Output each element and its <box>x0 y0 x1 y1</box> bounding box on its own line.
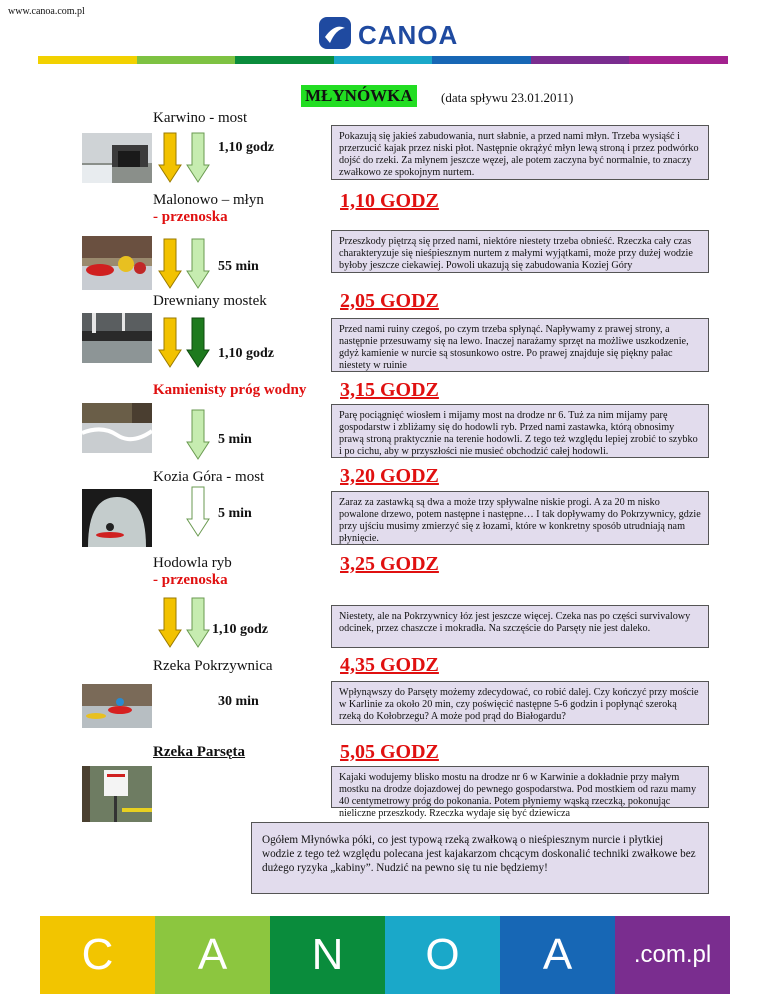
leg-description: Kajaki wodujemy blisko mostu na drodze nr 6 w Karwinie a dokładnie przy małym mostku na drodze dojazdowej do pewnego gospodarstwa. Pod mostkiem od razu mamy 40 centymetrowy próg do pokonania. Potem płyniemy wąską rzeczką, pokonując nieliczne przeszkody. Rzeczka wydaje się być dziewicza <box>331 766 709 808</box>
cumulative-time: 3,25 GODZ <box>340 553 439 575</box>
portage-note: - przenoska <box>153 209 228 225</box>
photo-start-sign <box>82 766 152 822</box>
leg-description: Zaraz za zastawką są dwa a może trzy spływalne niskie progi. A za 20 m nisko powalone drzewo, potem następne i następne… I tak dopływamy do Pokrzywnicy, gdzie przy ujściu musimy zmierzyć się z łozami, które w konkretny sposób utrudniają nam płynięcie. <box>331 491 709 545</box>
footer-letter: A <box>500 916 615 994</box>
leg-description: Niestety, ale na Pokrzywnicy łóz jest jeszcze więcej. Czeka nas po części survivalowy odcinek, przez chaszcze i mokradła. Na szczęście do Parsęty nie jest daleko. <box>331 605 709 648</box>
down-arrow-icon <box>186 487 210 537</box>
down-arrow-icon <box>186 133 210 183</box>
photo-wooden-footbridge <box>82 313 152 363</box>
color-segment <box>235 56 334 64</box>
cumulative-time: 4,35 GODZ <box>340 654 439 676</box>
leg-duration: 5 min <box>218 506 252 521</box>
canoa-logo-icon <box>318 16 352 50</box>
stop-name: Malonowo – młyn <box>153 192 264 208</box>
stop-name: Hodowla ryb <box>153 555 232 571</box>
brand-color-bar <box>38 56 728 64</box>
photo-kayak-under-bridge <box>82 489 152 547</box>
summary-box: Ogółem Młynówka póki, co jest typową rzeką zwałkową o nieśpiesznym nurcie i płytkiej wodzie z tego też względu polecana jest kajakarzom chcącym doskonalić techniki zwałkowe bez dużego ryzyka „kabiny”. Nudzić na pewno się tu nie będziemy! <box>251 822 709 894</box>
leg-duration: 55 min <box>218 259 259 274</box>
photo-paddlers-mill <box>82 236 152 290</box>
leg-duration: 1,10 godz <box>218 140 274 155</box>
down-arrow-icon <box>186 318 210 368</box>
stop-rzeka-parseta: Rzeka Parsęta <box>153 744 246 760</box>
photo-kayaks-river <box>82 684 152 728</box>
color-segment <box>137 56 236 64</box>
photo-stone-weir <box>82 403 152 453</box>
leg-duration: 1,10 godz <box>212 622 268 637</box>
trip-date: (data spływu 23.01.2011) <box>441 90 574 105</box>
down-arrow-icon <box>186 598 210 648</box>
leg-duration: 1,10 godz <box>218 346 274 361</box>
down-arrow-icon <box>186 239 210 289</box>
color-segment <box>629 56 728 64</box>
leg-description: Przeszkody piętrzą się przed nami, niektóre niestety trzeba obnieść. Rzeczka cały czas charakteryzuje się nieśpiesznym nurtem z małymi wyjątkami, może przy dużej wodzie byłoby jeszcze ciekawiej. Powoli ukazują się zabudowania Koziej Góry <box>331 230 709 273</box>
cumulative-time: 3,20 GODZ <box>340 465 439 487</box>
leg-duration: 5 min <box>218 432 252 447</box>
color-segment <box>432 56 531 64</box>
down-arrow-icon <box>158 598 182 648</box>
footer-letter: C <box>40 916 155 994</box>
logo-text: CANOA <box>358 20 459 50</box>
stop-hodowla-ryb <box>153 555 232 589</box>
portage-note: - przenoska <box>153 572 228 588</box>
page-url: www.canoa.com.pl <box>8 6 85 17</box>
leg-description: Parę pociągnięć wiosłem i mijamy most na drodze nr 6. Tuż za nim mijamy parę gospodarstw i zbliżamy się do hodowli ryb. Przed nami zastawka, którą obnosimy prawą stroną praktycznie na terenie hodowli. Z tego też względu lepiej zrobić to szybko i po cichu, aby w przyszłości nie musieć obchodzić całej hodowli. <box>331 404 709 458</box>
footer-domain: .com.pl <box>615 916 730 994</box>
stop-rzeka-pokrzywnica: Rzeka Pokrzywnica <box>153 658 273 674</box>
page-title: MŁYNÓWKA <box>301 85 417 107</box>
down-arrow-icon <box>186 410 210 460</box>
cumulative-time: 2,05 GODZ <box>340 290 439 312</box>
canoa-logo <box>318 14 459 54</box>
color-segment <box>531 56 630 64</box>
footer-letter: N <box>270 916 385 994</box>
color-segment <box>334 56 433 64</box>
color-segment <box>38 56 137 64</box>
cumulative-time: 1,10 GODZ <box>340 190 439 212</box>
footer-letter: O <box>385 916 500 994</box>
photo-bridge <box>82 133 152 183</box>
stop-drewniany-mostek: Drewniany mostek <box>153 293 267 309</box>
cumulative-time: 5,05 GODZ <box>340 741 439 763</box>
stop-kozia-gora: Kozia Góra - most <box>153 469 265 485</box>
stop-karwino: Karwino - most <box>153 110 248 126</box>
cumulative-time: 3,15 GODZ <box>340 379 439 401</box>
leg-description: Wpłynąwszy do Parsęty możemy zdecydować, co robić dalej. Czy kończyć przy moście w Karlinie za około 20 min, czy poświęcić następne 5-6 godzin i popłynąć szeroką rzeką do Kołobrzegu? A może pod prąd do Białogardu? <box>331 681 709 725</box>
stop-kamienisty-prog: Kamienisty próg wodny <box>153 382 307 398</box>
leg-description: Przed nami ruiny czegoś, po czym trzeba spłynąć. Napływamy z prawej strony, a następnie przesuwamy się na lewo. Inaczej narażamy sprzęt na możliwe uszkodzenie, gdyż kamienie w nurcie są stosunkowo ostre. Po prawej znajduje się piękny pałac niestety w ruinie <box>331 318 709 372</box>
down-arrow-icon <box>158 133 182 183</box>
footer-letter: A <box>155 916 270 994</box>
down-arrow-icon <box>158 318 182 368</box>
leg-duration: 30 min <box>218 694 259 709</box>
leg-description: Pokazują się jakieś zabudowania, nurt słabnie, a przed nami młyn. Trzeba wysiąść i przerzucić kajak przez niski płot. Następnie okrążyć młyn lewą stroną i przez podwórko dojść do rzeki. Za młynem jeszcze węzej, ale potem zaczyna być normalnie, to znaczy zwałkowo ze spokojnym nurtem. <box>331 125 709 180</box>
down-arrow-icon <box>158 239 182 289</box>
stop-malonowo <box>153 192 264 226</box>
footer-banner <box>40 916 730 994</box>
